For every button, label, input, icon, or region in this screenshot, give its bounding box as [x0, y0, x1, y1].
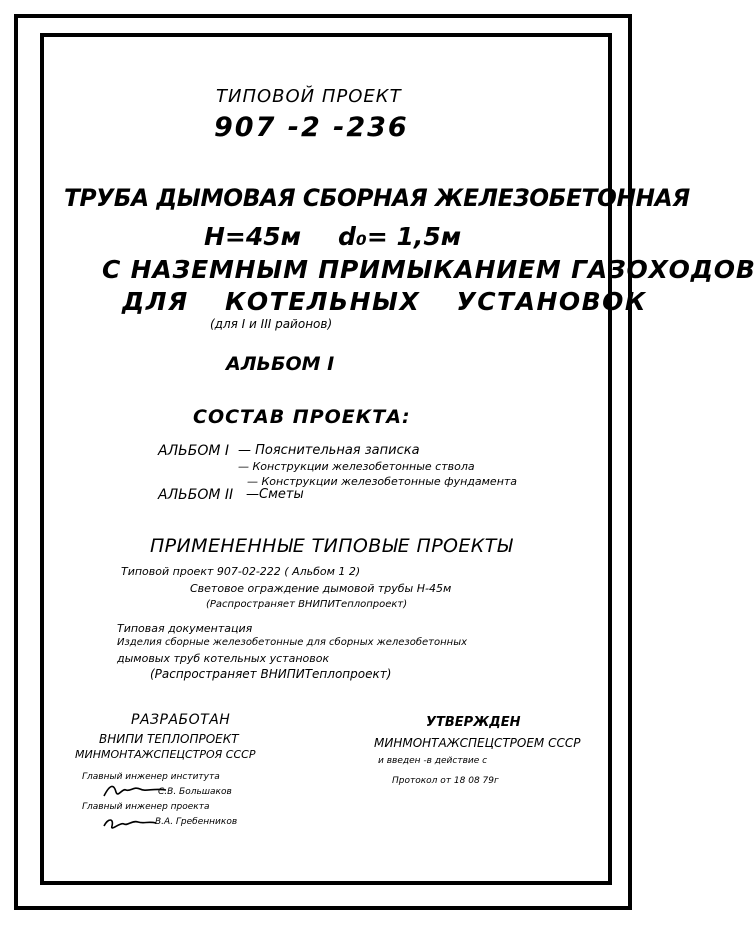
approved-heading: УТВЕРЖДЕН	[426, 715, 521, 730]
title-diameter: d₀= 1,5м	[338, 222, 462, 251]
album2-label: АЛЬБОМ II	[158, 487, 234, 503]
typical-doc-line-1: Изделия сборные железобетонные для сборных железобетонных	[117, 637, 468, 648]
developed-org-2: МИНМОНТАЖСПЕЦСТРОЯ СССР	[75, 748, 256, 761]
signature-1	[100, 780, 170, 802]
contents-heading: СОСТАВ ПРОЕКТА:	[193, 406, 411, 428]
applied-project-desc: Световое ограждение дымовой трубы Н-45м	[190, 582, 452, 595]
applied-project-line: Типовой проект 907-02-222 ( Альбом 1 2)	[121, 565, 361, 578]
approved-protocol: Протокол от 18 08 79г	[392, 776, 499, 786]
title-line-1: ТРУБА ДЫМОВАЯ СБОРНАЯ ЖЕЛЕЗОБЕТОННАЯ	[64, 184, 690, 212]
title-regions: (для I и III районов)	[210, 317, 333, 331]
album1-label: АЛЬБОМ I	[158, 443, 229, 459]
signature-2	[100, 812, 160, 834]
title-line-4: ДЛЯ КОТЕЛЬНЫХ УСТАНОВОК	[122, 287, 647, 316]
applied-heading: ПРИМЕНЕННЫЕ ТИПОВЫЕ ПРОЕКТЫ	[150, 535, 513, 557]
chief-engineer-role: Главный инженер института	[82, 772, 220, 782]
approved-effective: и введен -в действие с	[378, 756, 488, 766]
typical-doc-distr: (Распространяет ВНИПИТеплопроект)	[150, 667, 392, 681]
developed-heading: РАЗРАБОТАН	[131, 712, 231, 728]
project-engineer-role: Главный инженер проекта	[82, 802, 210, 812]
album-title: АЛЬБОМ I	[226, 353, 335, 375]
album1-item-1: — Пояснительная записка	[238, 443, 420, 458]
project-engineer-name: В.А. Гребенников	[155, 817, 238, 827]
title-height: Н=45м	[204, 222, 302, 251]
title-line-3: С НАЗЕМНЫМ ПРИМЫКАНИЕМ ГАЗОХОДОВ	[102, 255, 756, 284]
album1-item-3: — Конструкции железобетонные фундамента	[247, 475, 518, 488]
developed-org-1: ВНИПИ ТЕПЛОПРОЕКТ	[99, 732, 239, 746]
typical-doc-line-2: дымовых труб котельных установок	[117, 652, 330, 665]
project-number: 907 -2 -236	[214, 112, 409, 143]
approved-org: МИНМОНТАЖСПЕЦСТРОЕМ СССР	[374, 736, 581, 750]
album1-item-2: — Конструкции железобетонные ствола	[238, 460, 475, 473]
typical-doc-title: Типовая документация	[117, 622, 253, 635]
chief-engineer-name: С.В. Большаков	[158, 787, 232, 797]
album2-item: —Сметы	[246, 487, 304, 502]
applied-project-distr: (Распространяет ВНИПИТеплопроект)	[206, 599, 408, 610]
project-type-label: ТИПОВОЙ ПРОЕКТ	[216, 86, 402, 107]
